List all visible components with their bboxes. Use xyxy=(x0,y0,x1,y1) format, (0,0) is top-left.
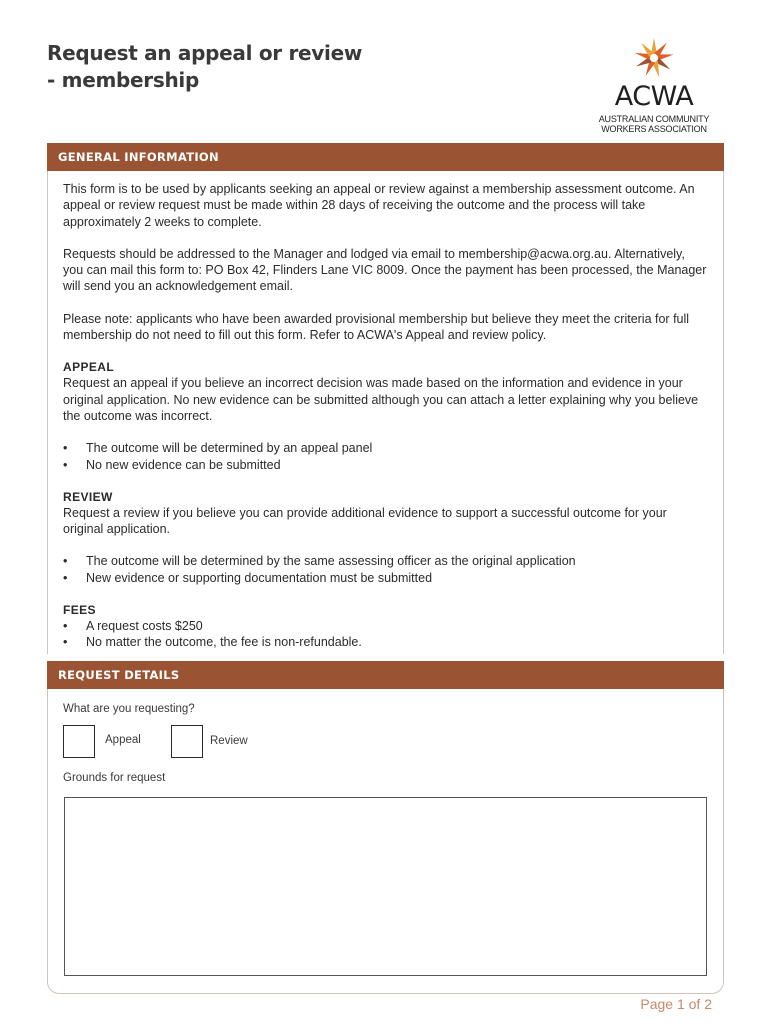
intro-paragraph: This form is to be used by applicants seeking an appeal or review against a membership assessment outcome. An appeal or review request must be made within 28 days of receiving the outcome and the process will take approximately 2 weeks to complete. xyxy=(63,182,695,229)
appeal-bullets xyxy=(63,440,707,473)
fees-bullets xyxy=(63,618,707,651)
appeal-checkbox[interactable] xyxy=(63,725,95,758)
appeal-heading: APPEAL xyxy=(63,360,115,375)
review-bullets xyxy=(63,553,707,586)
list-item: • New evidence or supporting documentation must be submitted xyxy=(63,570,707,586)
appeal-text: Request an appeal if you believe an incorrect decision was made based on the information and evidence in your original application. No new evidence can be submitted although you can attach a letter explaining why you believe the outcome was incorrect. xyxy=(63,376,699,423)
grounds-for-request-field[interactable] xyxy=(64,797,707,976)
list-item: • No new evidence can be submitted xyxy=(63,457,707,473)
list-item: • The outcome will be determined by the same assessing officer as the original application xyxy=(63,553,707,569)
page-title xyxy=(47,40,407,94)
logo-name: ACWA xyxy=(614,81,694,112)
note-paragraph: Please note: applicants who have been awarded provisional membership but believe they meet the criteria for full membership do not need to fill out this form. Refer to ACWA's Appeal and review policy. xyxy=(63,311,690,343)
acwa-logo xyxy=(598,36,710,134)
lodging-paragraph: Requests should be addressed to the Manager and lodged via email to membership@acwa.org.au. Alternatively, you can mail this form to: PO Box 42, Flinders Lane VIC 8009. Once the payment has been processed, the Manager will send you an acknowledgement email. xyxy=(63,246,707,294)
list-item: • No matter the outcome, the fee is non-refundable. xyxy=(63,634,707,650)
title-line-1: Request an appeal or review xyxy=(47,41,363,65)
request-details-panel xyxy=(47,661,724,994)
logo-subtitle-1: AUSTRALIAN COMMUNITY xyxy=(598,114,710,124)
grounds-label: Grounds for request xyxy=(63,772,166,784)
request-type-question: What are you requesting? xyxy=(63,703,195,715)
general-information-panel xyxy=(47,143,724,654)
logo-subtitle-2: WORKERS ASSOCIATION xyxy=(601,124,707,134)
general-information-body xyxy=(48,171,723,651)
request-details-header: REQUEST DETAILS xyxy=(47,661,724,689)
title-line-2: - membership xyxy=(47,68,199,92)
page-number: Page 1 of 2 xyxy=(640,996,712,1012)
review-text: Request a review if you believe you can provide additional evidence to support a successful outcome for your original application. xyxy=(63,505,667,537)
appeal-option-label: Appeal xyxy=(105,734,141,746)
review-heading: REVIEW xyxy=(63,489,113,504)
fees-heading: FEES xyxy=(63,603,96,618)
star-burst-icon xyxy=(632,36,676,80)
review-option-label: Review xyxy=(210,735,248,747)
list-item: • The outcome will be determined by an appeal panel xyxy=(63,440,707,456)
list-item: • A request costs $250 xyxy=(63,618,707,634)
review-checkbox[interactable] xyxy=(171,725,203,758)
general-information-header: GENERAL INFORMATION xyxy=(47,143,724,171)
